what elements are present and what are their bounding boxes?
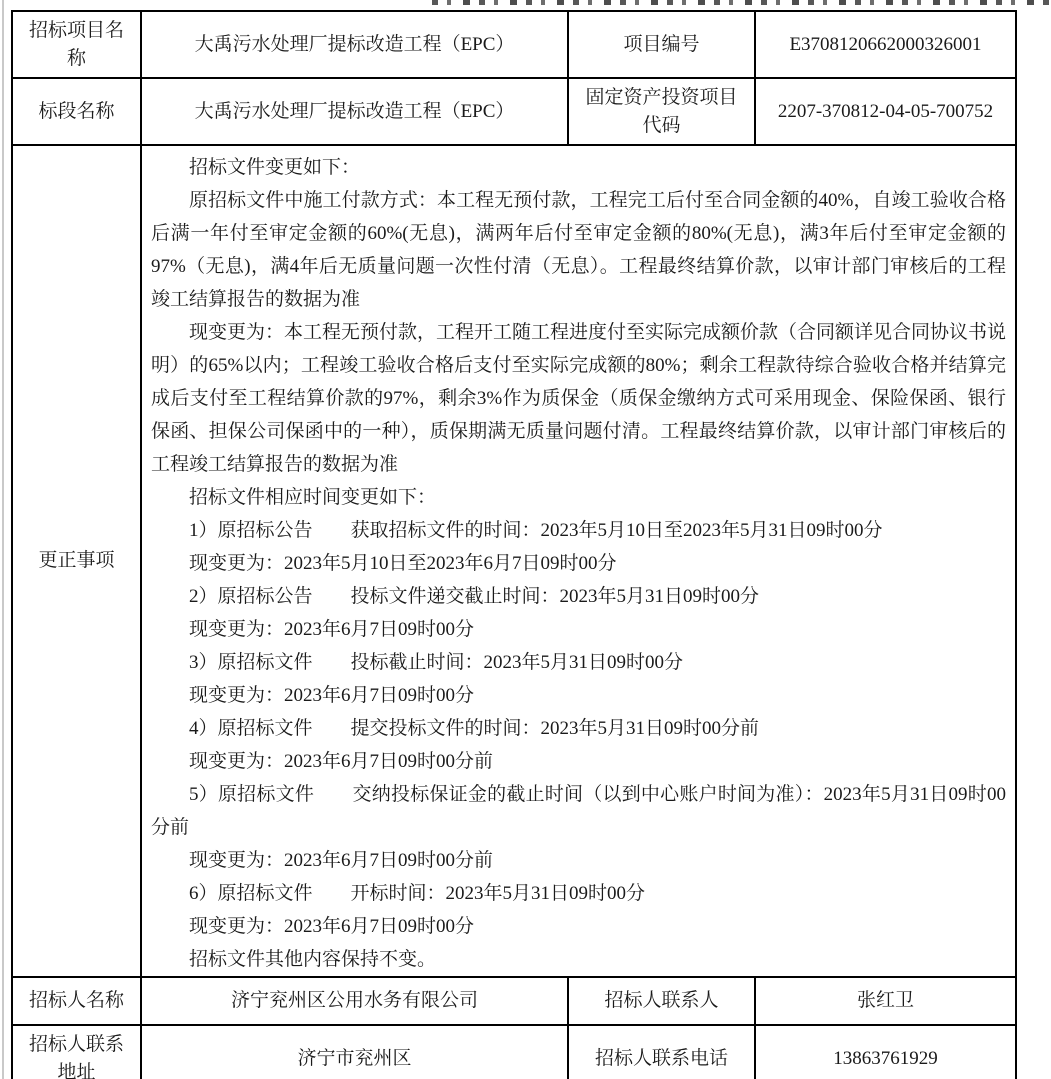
row-address	[12, 1025, 1016, 1079]
bidder-contact-value: 张红卫	[755, 977, 1016, 1025]
bidder-phone-label: 招标人联系电话	[568, 1025, 755, 1079]
row-project	[12, 11, 1016, 78]
bidder-phone-value: 13863761929	[755, 1025, 1016, 1079]
project-number-value: E3708120662000326001	[755, 11, 1016, 78]
project-name-label: 招标项目名称	[12, 11, 141, 78]
investment-code-value: 2207-370812-04-05-700752	[755, 78, 1016, 145]
correction-paragraph: 招标文件其他内容保持不变。	[189, 949, 437, 970]
correction-paragraph: 现变更为：2023年6月7日09时00分	[189, 619, 475, 640]
correction-paragraph: 6）原招标文件 开标时间：2023年5月31日09时00分	[189, 883, 646, 904]
bidder-name-value: 济宁兖州区公用水务有限公司	[141, 977, 568, 1025]
correction-label: 更正事项	[12, 145, 141, 977]
bidder-address-value: 济宁市兖州区	[141, 1025, 568, 1079]
correction-paragraph: 2）原招标公告 投标文件递交截止时间：2023年5月31日09时00分	[189, 586, 760, 607]
section-name-label: 标段名称	[12, 78, 141, 145]
correction-paragraph: 招标文件变更如下：	[189, 157, 361, 178]
correction-paragraph: 原招标文件中施工付款方式：本工程无预付款，工程完工后付至合同金额的40%，自竣工验收合格后满一年付至审定金额的60%(无息)，满两年后付至审定金额的80%(无息)，满3年后付至审定金额的97%（无息)，满4年后无质量问题一次性付清（无息）。工程最终结算价款，以审计部门审核后的工程竣工结算报告的数据为准	[151, 190, 1006, 310]
correction-paragraph: 1）原招标公告 获取招标文件的时间：2023年5月10日至2023年5月31日09时00分	[189, 520, 883, 541]
investment-code-label: 固定资产投资项目代码	[568, 78, 755, 145]
bidder-contact-label: 招标人联系人	[568, 977, 755, 1025]
correction-content	[141, 145, 1016, 977]
row-section	[12, 78, 1016, 145]
correction-paragraph: 现变更为：2023年6月7日09时00分前	[189, 850, 494, 871]
clipped-title-fragments	[432, 0, 1050, 5]
correction-paragraph: 现变更为：2023年5月10日至2023年6月7日09时00分	[189, 553, 617, 574]
row-bidder	[12, 977, 1016, 1025]
bidder-name-label: 招标人名称	[12, 977, 141, 1025]
correction-paragraph: 4）原招标文件 提交投标文件的时间：2023年5月31日09时00分前	[189, 718, 760, 739]
project-number-label: 项目编号	[568, 11, 755, 78]
correction-paragraph: 招标文件相应时间变更如下：	[189, 487, 437, 508]
left-edge-line	[2, 0, 4, 1079]
section-name-value: 大禹污水处理厂提标改造工程（EPC）	[141, 78, 568, 145]
correction-paragraph: 现变更为：2023年6月7日09时00分	[189, 685, 475, 706]
correction-paragraph: 3）原招标文件 投标截止时间：2023年5月31日09时00分	[189, 652, 684, 673]
project-name-value: 大禹污水处理厂提标改造工程（EPC）	[141, 11, 568, 78]
correction-paragraph: 5）原招标文件 交纳投标保证金的截止时间（以到中心账户时间为准）：2023年5月31日09时00分前	[151, 784, 1006, 838]
correction-paragraph: 现变更为：2023年6月7日09时00分前	[189, 751, 494, 772]
row-correction	[12, 145, 1016, 977]
tender-change-table	[11, 10, 1017, 1079]
correction-paragraph: 现变更为：本工程无预付款，工程开工随工程进度付至实际完成额价款（合同额详见合同协议书说明）的65%以内；工程竣工验收合格后支付至实际完成额的80%；剩余工程款待综合验收合格并结算完成后支付至工程结算价款的97%，剩余3%作为质保金（质保金缴纳方式可采用现金、保险保函、银行保函、担保公司保函中的一种），质保期满无质量问题付清。工程最终结算价款，以审计部门审核后的工程竣工结算报告的数据为准	[151, 322, 1007, 475]
bidder-address-label: 招标人联系地址	[12, 1025, 141, 1079]
correction-paragraph: 现变更为：2023年6月7日09时00分	[189, 916, 475, 937]
